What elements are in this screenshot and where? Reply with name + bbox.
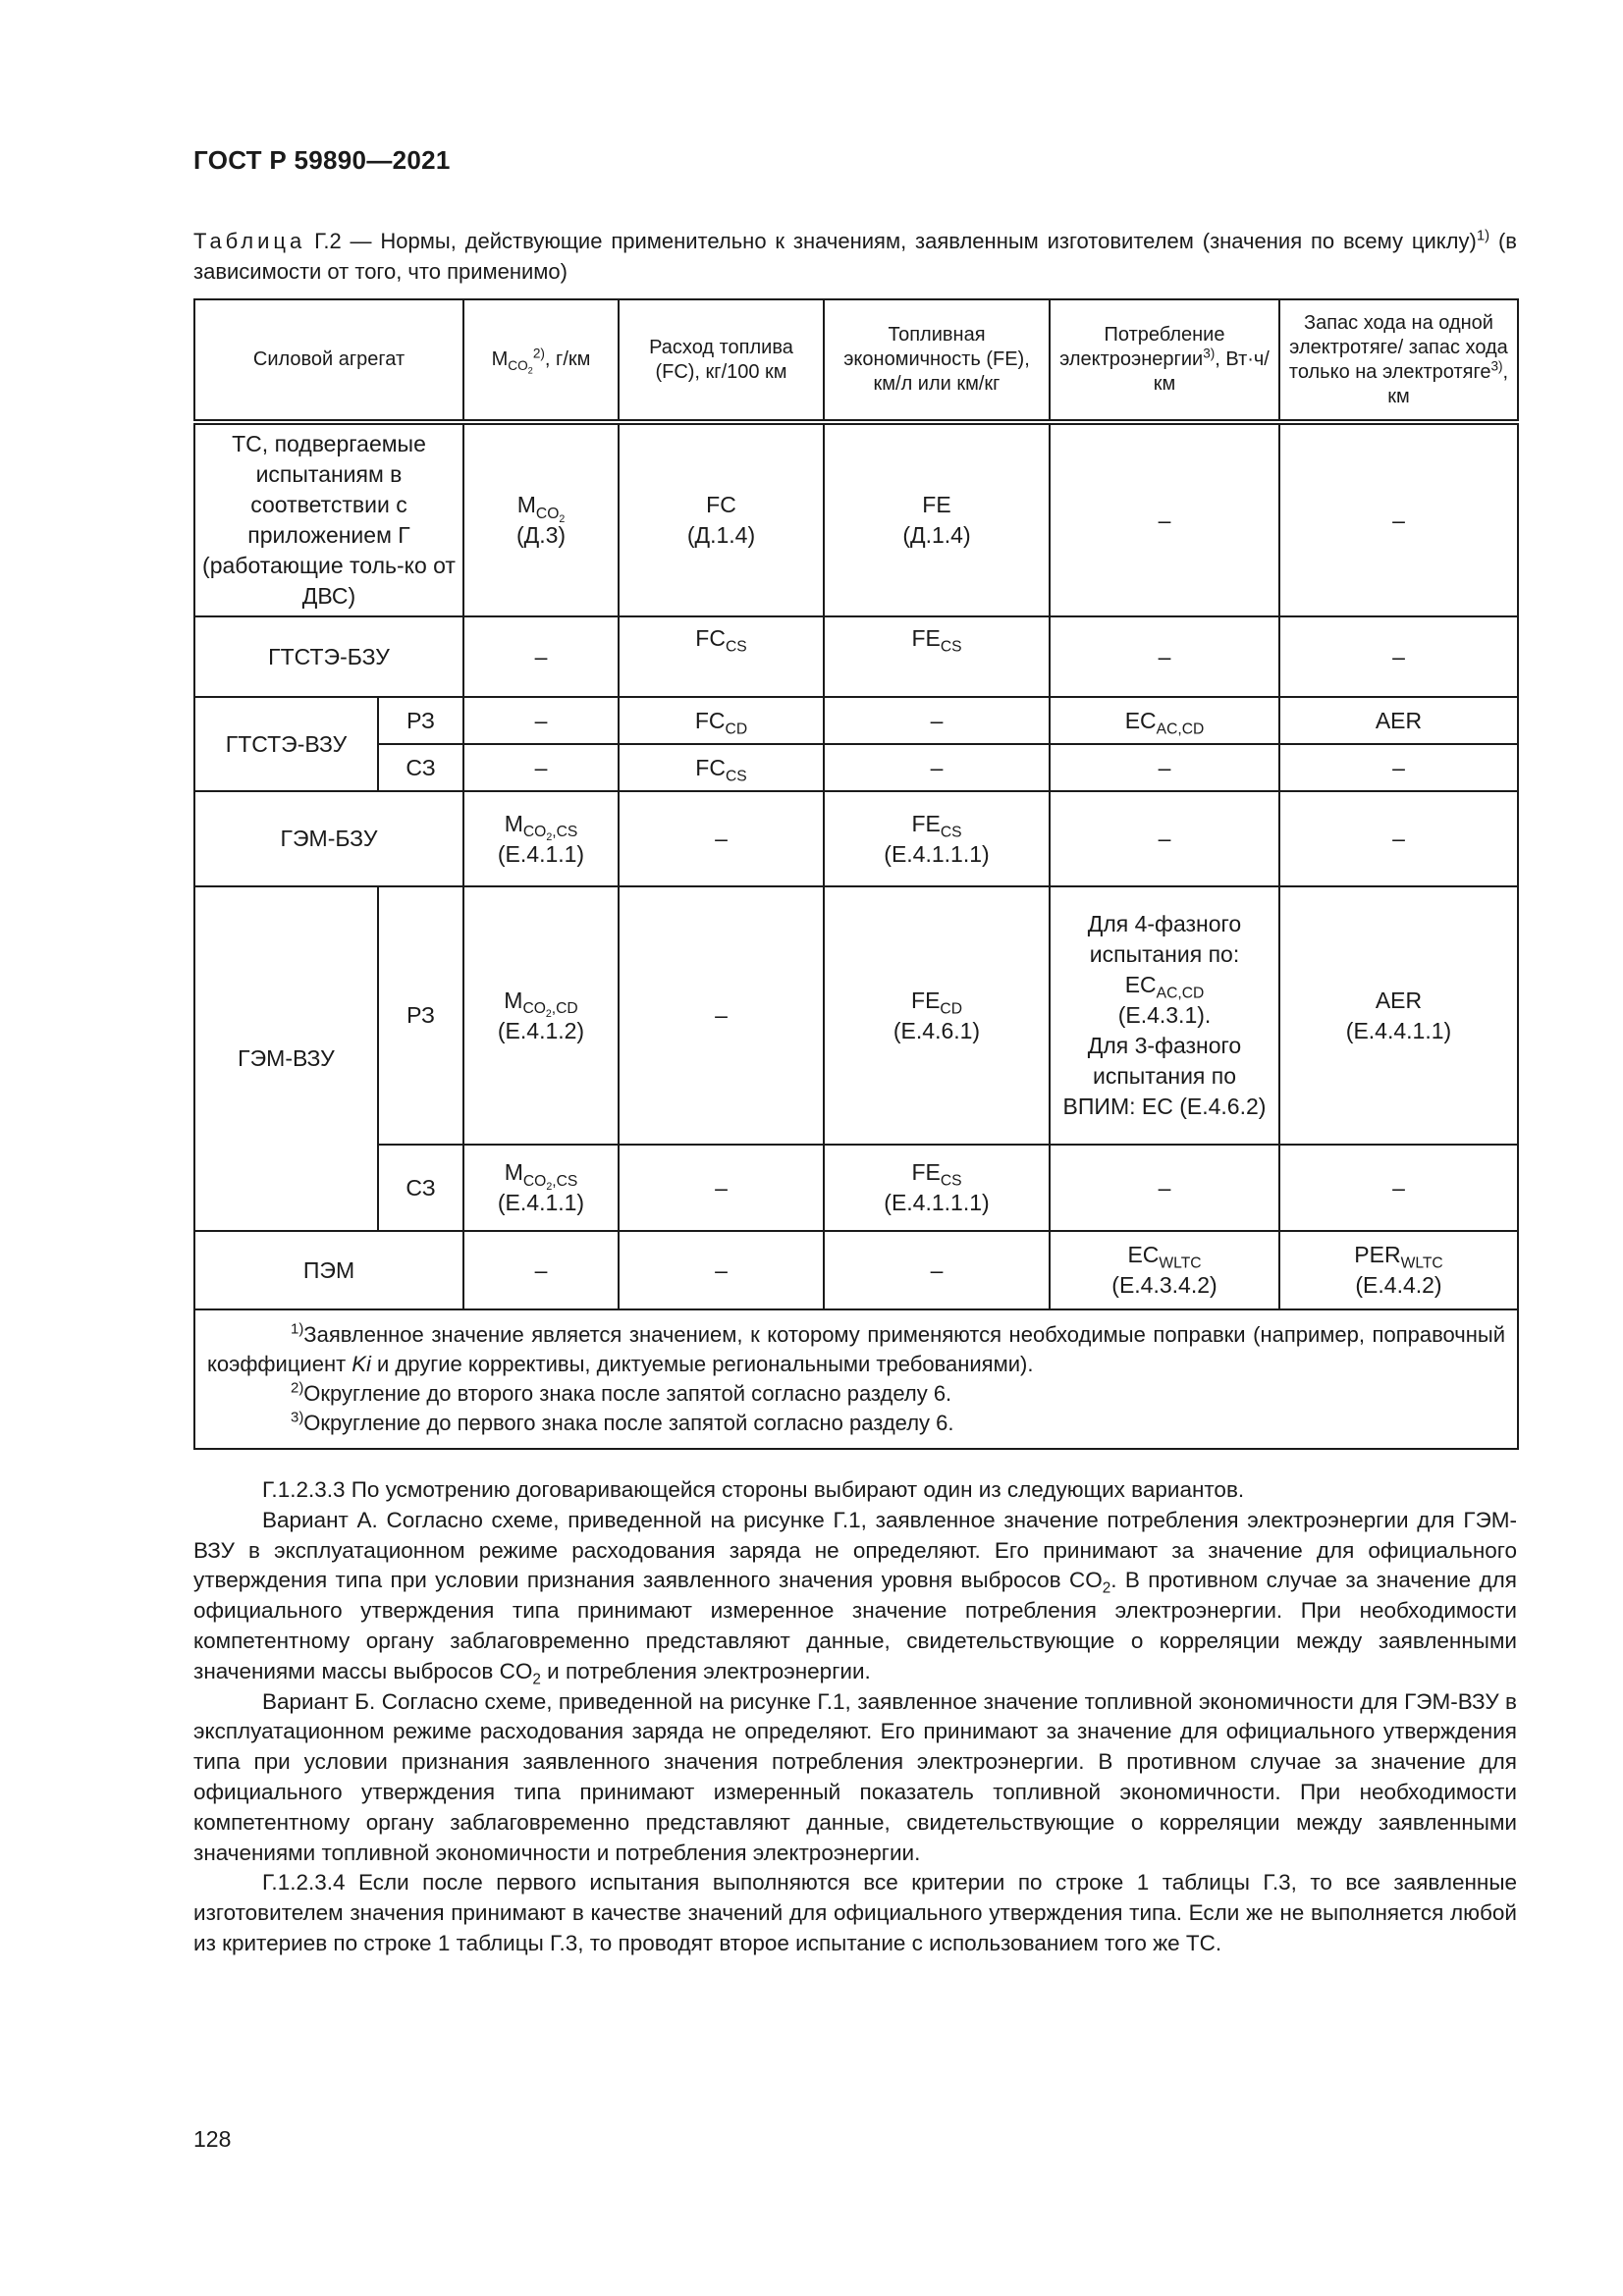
row6-ec: $EC_{WLTC}$ (Е.4.3.4.2)	[1050, 1231, 1279, 1309]
row3-s3-fc: $FC_{CS}$	[619, 744, 824, 791]
caption-text: Г.2 — Нормы, действующие применительно к значениям, заявленным изготовителем (значения по всему циклу)	[305, 229, 1477, 253]
row5-s3-range: –	[1279, 1145, 1518, 1231]
row5-r3-mco2: $M_{CO_2,CD}$ (Е.4.1.2)	[463, 886, 619, 1145]
row4-fc: –	[619, 791, 824, 886]
page-number: 128	[193, 2126, 232, 2152]
row6-fe: –	[824, 1231, 1050, 1309]
header-ec: Потребление электроэнергии$^{3)}$, Вт·ч/км	[1050, 299, 1279, 422]
row3-r3-ec: $EC_{AC,CD}$	[1050, 697, 1279, 744]
footnote-1: $^{1)}$Заявленное значение является значением, к которому применяются необходимые поправки (например, поправочный коэффициент Ki и другие коррективы, диктуемые региональными требованиями).	[207, 1320, 1505, 1376]
row3-r3-mco2: –	[463, 697, 619, 744]
row2-fe: $FE_{CS}$	[824, 616, 1050, 697]
row3-r3-fe: –	[824, 697, 1050, 744]
table-caption	[193, 226, 1517, 287]
row-gem-bzu	[194, 791, 1518, 886]
row5-mode-s3: СЗ	[378, 1145, 463, 1231]
row-gtste-vzu-s3	[194, 744, 1518, 791]
row-gtste-vzu-r3	[194, 697, 1518, 744]
row5-mode-r3: РЗ	[378, 886, 463, 1145]
row5-r3-range: AER (Е.4.4.1.1)	[1279, 886, 1518, 1145]
row3-r3-fc: $FC_{CD}$	[619, 697, 824, 744]
row-pem	[194, 1231, 1518, 1309]
row-ice-vehicles	[194, 422, 1518, 616]
row4-ec: –	[1050, 791, 1279, 886]
row-gem-vzu-r3	[194, 886, 1518, 1145]
paragraph-variant-a: Вариант А. Согласно схеме, приведенной на рисунке Г.1, заявленное значение потребления электроэнергии для ГЭМ-ВЗУ в эксплуатационном режиме расходования заряда не определяют. Его принимают за значение для официального утверждения типа при условии признания заявленного значения уровня выбросов $CO_2$. В противном случае за значение для официального утверждения типа принимают измеренное значение потребления электроэнергии. При необходимости компетентному органу заблаговременно представляют данные, свидетельствующие о корреляции между заявленными значениями массы выбросов $CO_2$ и потребления электроэнергии.	[193, 1507, 1517, 1688]
row5-r3-fc: –	[619, 886, 824, 1145]
paragraph-g1234: Г.1.2.3.4 Если после первого испытания выполняются все критерии по строке 1 таблицы Г.3, то все заявленные изготовителем значения принимают в качестве значений для официального утверждения типа. Если же не выполняется любой из критериев по строке 1 таблицы Г.3, то проводят второе испытание с использованием того же ТС.	[193, 1870, 1517, 1955]
table-notes	[194, 1309, 1518, 1449]
row3-s3-fe: –	[824, 744, 1050, 791]
row3-mode-r3: РЗ	[378, 697, 463, 744]
header-fe: Топливная экономичность (FE), км/л или км/кг	[824, 299, 1050, 422]
row1-label: ТС, подвергаемые испытаниям в соответствии с приложением Г (работающие толь-ко от ДВС)	[194, 422, 463, 616]
row2-ec: –	[1050, 616, 1279, 697]
caption-text-end: (в зависимости от того, что применимо)	[193, 229, 1517, 284]
row5-s3-fe: $FE_{CS}$ (Е.4.1.1.1)	[824, 1145, 1050, 1231]
footnote-2: $^{2)}$Округление до второго знака после запятой согласно разделу 6.	[291, 1379, 952, 1406]
row2-label: ГТСТЭ-БЗУ	[194, 616, 463, 697]
paragraph-variant-b: Вариант Б. Согласно схеме, приведенной на рисунке Г.1, заявленное значение топливной экономичности для ГЭМ-ВЗУ в эксплуатационном режиме расходования заряда не определяют. Его принимают за значение для официального утверждения типа при условии признания заявленного значения потребления электроэнергии. В противном случае за значение для официального утверждения типа принимают измеренный показатель топливной экономичности. При необходимости компетентному органу заблаговременно представляют данные, свидетельствующие о корреляции между заявленными значениями топливной экономичности и потребления электроэнергии.	[193, 1688, 1517, 1865]
row2-mco2: –	[463, 616, 619, 697]
row6-fc: –	[619, 1231, 824, 1309]
table-header-row	[194, 299, 1518, 422]
row1-fc: FC (Д.1.4)	[619, 422, 824, 616]
row4-fe: $FE_{CS}$ (Е.4.1.1.1)	[824, 791, 1050, 886]
row4-label: ГЭМ-БЗУ	[194, 791, 463, 886]
row2-range: –	[1279, 616, 1518, 697]
document-header: ГОСТ Р 59890—2021	[193, 145, 451, 175]
row1-range: –	[1279, 422, 1518, 616]
row5-label: ГЭМ-ВЗУ	[194, 886, 378, 1231]
row2-fc: $FC_{CS}$	[619, 616, 824, 697]
row4-range: –	[1279, 791, 1518, 886]
row5-r3-ec: Для 4-фазного испытания по: $EC_{AC,CD}$ (Е.4.3.1). Для 3-фазного испытания по ВПИМ: EC (Е.4.6.2)	[1050, 886, 1279, 1145]
row3-label: ГТСТЭ-ВЗУ	[194, 697, 378, 791]
row-gem-vzu-s3	[194, 1145, 1518, 1231]
row1-mco2: $M_{CO_2}$ (Д.3)	[463, 422, 619, 616]
row6-mco2: –	[463, 1231, 619, 1309]
paragraph-g1233: Г.1.2.3.3 По усмотрению договаривающейся стороны выбирают один из следующих вариантов.	[262, 1477, 1245, 1502]
row6-label: ПЭМ	[194, 1231, 463, 1309]
row5-s3-ec: –	[1050, 1145, 1279, 1231]
row4-mco2: $M_{CO_2,CS}$ (Е.4.1.1)	[463, 791, 619, 886]
header-mco2: $M_{CO_2}^{2)}$, г/км	[463, 299, 619, 422]
row5-r3-fe: $FE_{CD}$ (Е.4.6.1)	[824, 886, 1050, 1145]
norms-table	[193, 298, 1519, 1450]
row1-fe: FE (Д.1.4)	[824, 422, 1050, 616]
row6-range: $PER_{WLTC}$ (Е.4.4.2)	[1279, 1231, 1518, 1309]
body-text	[193, 1475, 1517, 1959]
row3-s3-range: –	[1279, 744, 1518, 791]
row3-mode-s3: СЗ	[378, 744, 463, 791]
row5-s3-mco2: $M_{CO_2,CS}$ (Е.4.1.1)	[463, 1145, 619, 1231]
row3-s3-ec: –	[1050, 744, 1279, 791]
row5-s3-fc: –	[619, 1145, 824, 1231]
footnote-3: $^{3)}$Округление до первого знака после запятой согласно разделу 6.	[291, 1409, 954, 1435]
row3-s3-mco2: –	[463, 744, 619, 791]
caption-label: Таблица	[193, 229, 306, 253]
header-fc: Расход топлива (FC), кг/100 км	[619, 299, 824, 422]
row1-ec: –	[1050, 422, 1279, 616]
row3-r3-range: AER	[1279, 697, 1518, 744]
row-gtste-bzu	[194, 616, 1518, 697]
header-powertrain: Силовой агрегат	[194, 299, 463, 422]
table-notes-row	[194, 1309, 1518, 1449]
header-range: Запас хода на одной электротяге/ запас хода только на электротяге$^{3)}$, км	[1279, 299, 1518, 422]
caption-footnote-mark: 1)	[1476, 227, 1490, 244]
